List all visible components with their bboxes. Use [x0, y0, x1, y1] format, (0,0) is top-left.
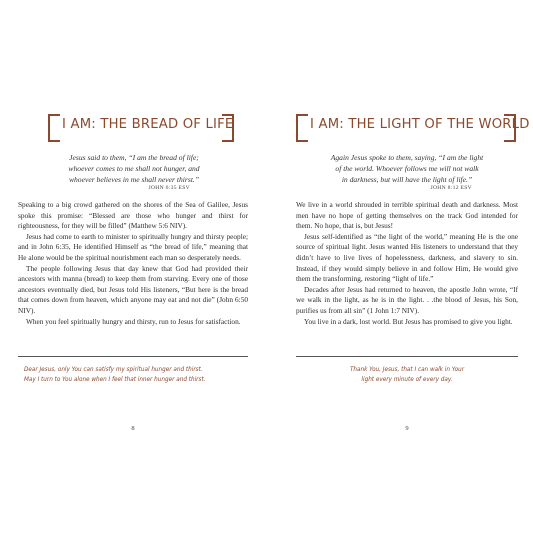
page-title: I AM: THE BREAD OF LIFE	[62, 117, 234, 132]
prayer-line: light every minute of every day.	[361, 377, 453, 383]
paragraph: Jesus had come to earth to minister to spiritually hungry and thirsty people; and in John 6:35, He identified Himself as “the bread of life,” meaning that He alone would be the spiritual nourishment each man so desperately needs.	[18, 231, 248, 262]
verse-line: in darkness, but will have the light of life.”	[341, 175, 473, 184]
right-page	[296, 0, 530, 533]
verse-line: of the world. Whoever follows me will not walk	[335, 164, 479, 173]
right-bracket	[504, 114, 516, 142]
devotional-body	[18, 200, 248, 327]
key-verse	[38, 152, 230, 185]
verse-line: Jesus said to them, “I am the bread of life;	[69, 153, 199, 162]
prayer-line: Dear Jesus, only You can satisfy my spiritual hunger and thirst.	[24, 367, 203, 373]
divider-rule	[296, 356, 518, 357]
right-bracket	[222, 114, 234, 142]
verse-line: whoever comes to me shall not hunger, and	[68, 164, 200, 173]
title-frame	[296, 114, 530, 140]
left-bracket	[48, 114, 60, 142]
paragraph: The people following Jesus that day knew that God had provided their ancestors with manna (bread) to keep them from starving. Every one of those ancestors eventually died, but Jesus told His listeners, “But here is the bread that comes down from heaven, which anyone may eat and not die” (John 6:50 NIV).	[18, 263, 248, 315]
prayer-line: May I turn to You alone when I feel that inner hunger and thirst.	[24, 377, 206, 383]
paragraph: You live in a dark, lost world. But Jesus has promised to give you light.	[304, 316, 513, 326]
verse-reference: JOHN 6:35 ESV	[148, 185, 190, 191]
prayer-line: Thank You, Jesus, that I can walk in Your	[349, 367, 465, 373]
devotional-body	[296, 200, 518, 327]
title-frame	[48, 114, 234, 140]
paragraph: We live in a world shrouded in terrible spiritual death and darkness. Most men have no hope of getting themselves on the track God intended for them. No hope, that is, but Jesus!	[296, 200, 518, 231]
key-verse	[304, 152, 510, 185]
left-bracket	[296, 114, 308, 142]
paragraph: Jesus self-identified as “the light of the world,” meaning He is the one source of spiritual light. Jesus wanted His listeners to understand that they didn’t have to live lives of hopelessness, darkness, and slavery to sin. Instead, if they would simply believe in and follow Him, He would give them the transforming, restoring “light of life.”	[296, 231, 518, 284]
verse-reference: JOHN 8:12 ESV	[430, 185, 472, 191]
page-number: 8	[131, 425, 135, 432]
verse-line: whoever believes in me shall never thirst.”	[68, 175, 200, 184]
paragraph: When you feel spiritually hungry and thirsty, run to Jesus for satisfaction.	[26, 316, 241, 326]
page-title: I AM: THE LIGHT OF THE WORLD	[310, 117, 530, 132]
verse-line: Again Jesus spoke to them, saying, “I am the light	[330, 153, 484, 162]
paragraph: Speaking to a big crowd gathered on the shores of the Sea of Galilee, Jesus spoke this promise: “Blessed are those who hunger and thirst for righteousness, for they will be filled” (Matthew 5:6 NIV).	[18, 200, 248, 231]
prayer	[24, 365, 242, 385]
paragraph: Decades after Jesus had returned to heaven, the apostle John wrote, “If we walk in the light, as he is in the light. . .the blood of Jesus, his Son, purifies us from all sin” (1 John 1:7 NIV).	[296, 284, 518, 315]
page-number: 9	[405, 425, 409, 432]
left-page	[18, 0, 248, 533]
prayer	[302, 365, 512, 385]
divider-rule	[18, 356, 248, 357]
